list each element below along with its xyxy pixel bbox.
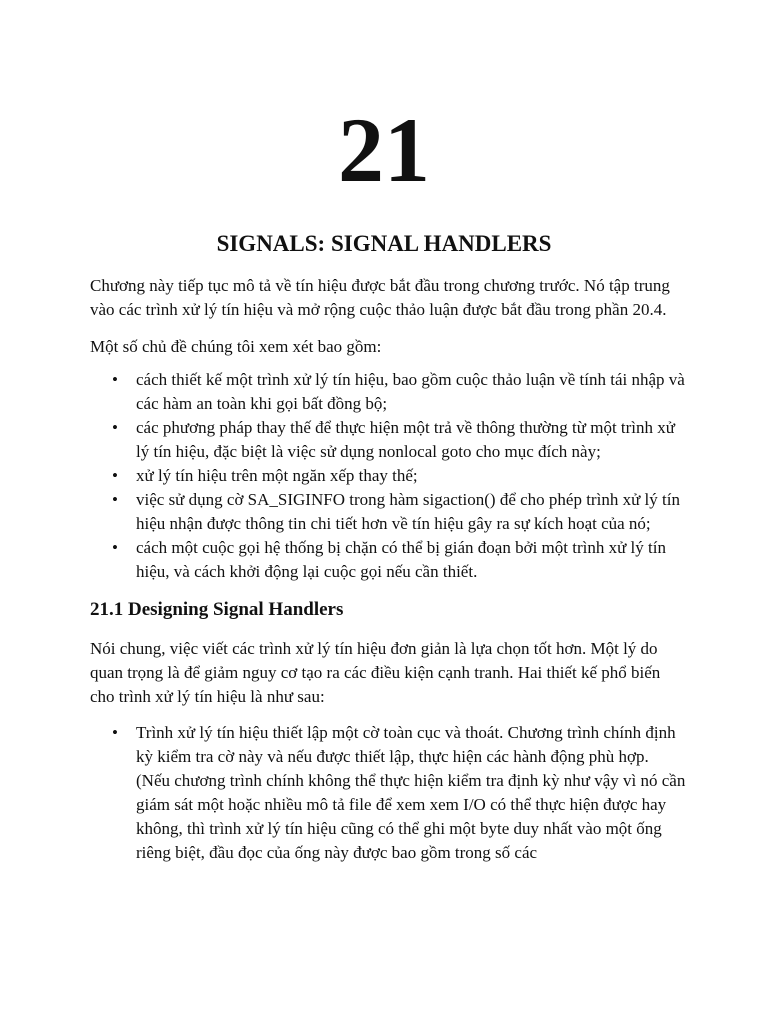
list-item: • việc sử dụng cờ SA_SIGINFO trong hàm sigaction() để cho phép trình xử lý tín hiệu nhận được thông tin chi tiết hơn về tín hiệu gây ra sự kích hoạt của nó;	[136, 488, 686, 536]
list-item: • cách thiết kế một trình xử lý tín hiệu, bao gồm cuộc thảo luận về tính tái nhập và các hàm an toàn khi gọi bất đồng bộ;	[136, 368, 686, 416]
chapter-number: 21	[338, 99, 430, 201]
list-item: • Trình xử lý tín hiệu thiết lập một cờ toàn cục và thoát. Chương trình chính định kỳ kiểm tra cờ này và nếu được thiết lập, thực hiện các hành động phù hợp. (Nếu chương trình chính không thể thực hiện kiểm tra định kỳ như vậy vì nó cần giám sát một hoặc nhiều mô tả file để xem xem I/O có thể thực hiện được hay không, thì trình xử lý tín hiệu cũng có thể ghi một byte duy nhất vào một ống riêng biệt, đầu đọc của ống này được bao gồm trong số các	[136, 721, 686, 865]
topics-lead-paragraph: Một số chủ đề chúng tôi xem xét bao gồm:	[90, 337, 382, 356]
topics-list	[90, 368, 686, 584]
list-item: • xử lý tín hiệu trên một ngăn xếp thay thế;	[136, 464, 686, 488]
designs-list	[90, 721, 686, 865]
list-item: • cách một cuộc gọi hệ thống bị chặn có thể bị gián đoạn bởi một trình xử lý tín hiệu, và cách khởi động lại cuộc gọi nếu cần thiết.	[136, 536, 686, 584]
list-item: • các phương pháp thay thế để thực hiện một trả về thông thường từ một trình xử lý tín hiệu, đặc biệt là việc sử dụng nonlocal goto cho mục đích này;	[136, 416, 686, 464]
page-content	[90, 274, 686, 865]
section-paragraph: Nói chung, việc viết các trình xử lý tín hiệu đơn giản là lựa chọn tốt hơn. Một lý do quan trọng là để giảm nguy cơ tạo ra các điều kiện cạnh tranh. Hai thiết kế phổ biến cho trình xử lý tín hiệu là như sau:	[90, 639, 661, 706]
intro-paragraph: Chương này tiếp tục mô tả về tín hiệu được bắt đầu trong chương trước. Nó tập trung vào các trình xử lý tín hiệu và mở rộng cuộc thảo luận được bắt đầu trong phần 20.4.	[90, 276, 670, 319]
chapter-title: SIGNALS: SIGNAL HANDLERS	[216, 231, 552, 256]
section-heading: 21.1 Designing Signal Handlers	[90, 599, 344, 620]
